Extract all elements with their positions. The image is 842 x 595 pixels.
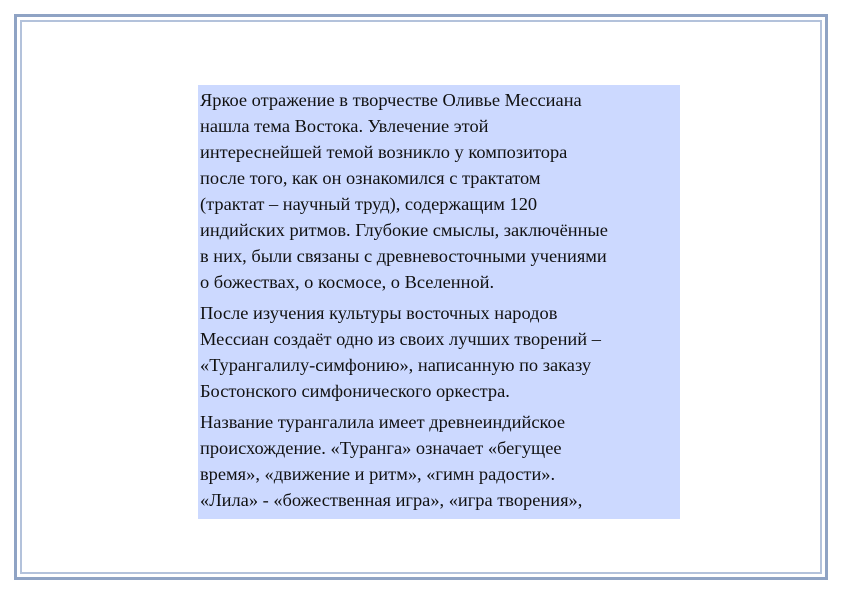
highlighted-text-block xyxy=(198,85,680,519)
paragraph-messiaen-east: Яркое отражение в творчестве Оливье Мессиана нашла тема Востока. Увлечение этой интереснейшей темой возникло у композитора после того, как он ознакомился с трактатом (трактат – научный труд), содержащим 120 индийских ритмов. Глубокие смыслы, заключённые в них, были связаны с древневосточными учениями о божествах, о космосе, о Вселенной. xyxy=(200,90,608,292)
paragraph-title-origin: Название турангалила имеет древнеиндийское происхождение. «Туранга» означает «бегущее время», «движение и ритм», «гимн радости». «Лила» - «божественная игра», «игра творения», xyxy=(200,412,583,510)
paragraph-turangalila-symphony: После изучения культуры восточных народов Мессиан создаёт одно из своих лучших творений – «Турангалилу-симфонию», написанную по заказу Бостонского симфонического оркестра. xyxy=(200,303,601,401)
